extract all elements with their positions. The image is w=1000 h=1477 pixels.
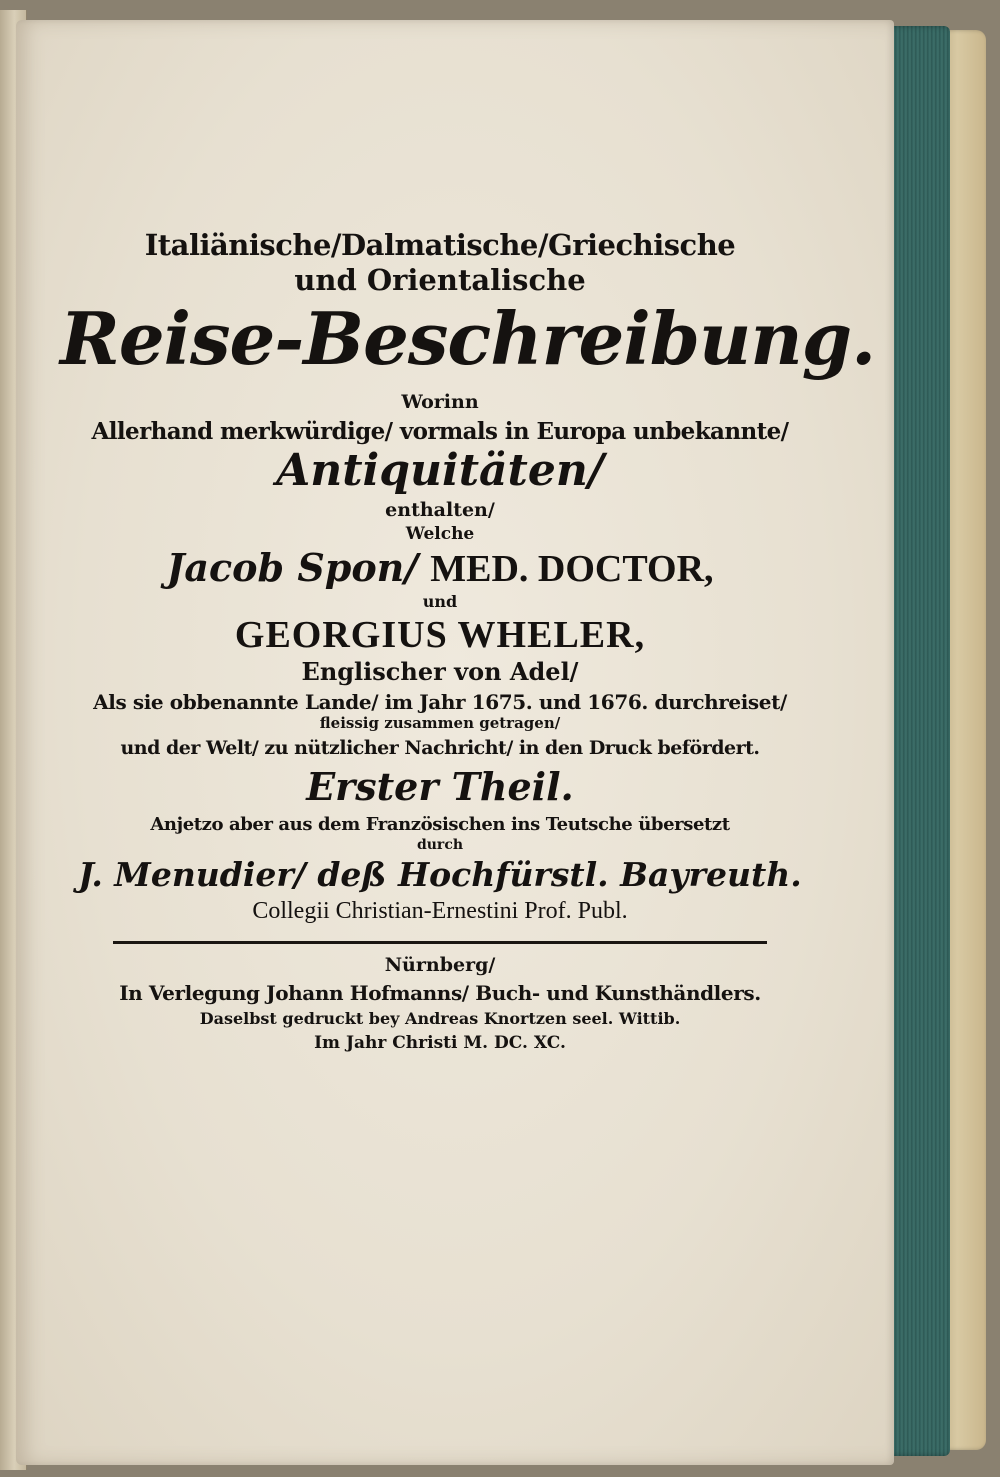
imprint-year: Im Jahr Christi M. DC. XC. (314, 1033, 566, 1053)
main-title: Reise-Beschreibung. (60, 296, 876, 381)
author-wheler: GEORGIUS WHELER, (234, 614, 646, 656)
imprint-place: Nürnberg/ (384, 954, 496, 976)
author-spon-name: Jacob Spon/ (166, 545, 419, 590)
title-line-erster-theil: Erster Theil. (306, 764, 574, 809)
title-line-antiquitaeten: Antiquitäten/ (276, 445, 604, 496)
imprint-publisher: In Verlegung Johann Hofmanns/ Buch- und Kunsthändlers. (119, 981, 761, 1005)
imprint-printer: Daselbst gedruckt bey Andreas Knortzen seel. Wittib. (199, 1009, 681, 1028)
author-spon-degree: MED. DOCTOR, (430, 548, 714, 590)
title-line-englischer: Englischer von Adel/ (301, 657, 579, 686)
translator-line: J. Menudier/ deß Hochfürstl. Bayreuth. (78, 855, 802, 894)
translator-affiliation: Collegii Christian-Ernestini Prof. Publ. (252, 898, 628, 924)
imprint-divider (113, 941, 767, 944)
title-line-allerhand: Allerhand merkwürdige/ vormals in Europa unbekannte/ (91, 418, 789, 445)
title-line-worinn: Worinn (401, 391, 479, 413)
title-line-welche: Welche (405, 524, 475, 544)
title-page-text (60, 225, 876, 1053)
title-line-durch: durch (416, 837, 464, 853)
author-line-spon (60, 545, 820, 590)
title-line-befoerdert: und der Welt/ zu nützlicher Nachricht/ in den Druck befördert. (120, 737, 760, 759)
title-line-und: und (422, 592, 458, 611)
title-line-oriental: und Orientalische (294, 263, 586, 297)
title-line-countries: Italiänische/Dalmatische/Griechische (144, 228, 736, 262)
title-line-uebersetzt: Anjetzo aber aus dem Französischen ins Teutsche übersetzt (150, 814, 730, 835)
title-line-fleissig: fleissig zusammen getragen/ (319, 714, 561, 732)
title-line-enthalten: enthalten/ (385, 499, 495, 521)
title-line-durchreiset: Als sie obbenannte Lande/ im Jahr 1675. und 1676. durchreiset/ (93, 690, 787, 714)
